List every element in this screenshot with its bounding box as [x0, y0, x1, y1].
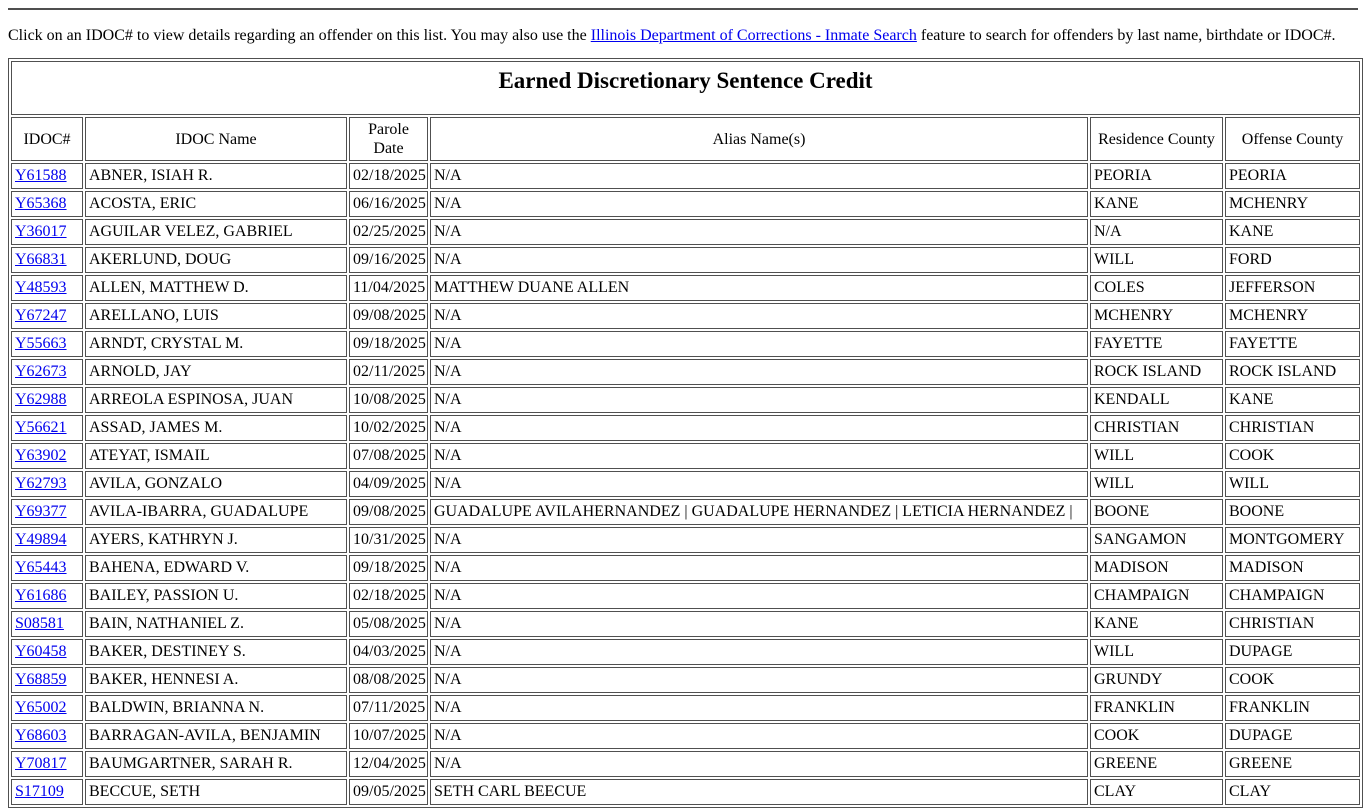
offense-county-cell: ROCK ISLAND — [1225, 359, 1360, 385]
idoc-link[interactable]: Y48593 — [15, 279, 67, 296]
offense-county-cell: COOK — [1225, 443, 1360, 469]
residence-county-cell: FRANKLIN — [1090, 695, 1223, 721]
idoc-name-cell: ARREOLA ESPINOSA, JUAN — [85, 387, 347, 413]
table-row — [11, 303, 1360, 329]
table-row — [11, 275, 1360, 301]
intro-paragraph — [8, 26, 1358, 45]
alias-cell: N/A — [430, 247, 1088, 273]
table-row — [11, 359, 1360, 385]
residence-county-cell: MADISON — [1090, 555, 1223, 581]
offense-county-cell: CLAY — [1225, 779, 1360, 805]
idoc-cell — [11, 359, 83, 385]
alias-cell: N/A — [430, 471, 1088, 497]
table-row — [11, 219, 1360, 245]
parole-date-cell: 02/25/2025 — [349, 219, 428, 245]
offense-county-cell: FORD — [1225, 247, 1360, 273]
idoc-name-cell: ALLEN, MATTHEW D. — [85, 275, 347, 301]
parole-date-cell: 07/11/2025 — [349, 695, 428, 721]
idoc-link[interactable]: Y62988 — [15, 391, 67, 408]
offense-county-cell: PEORIA — [1225, 163, 1360, 189]
offense-county-cell: FRANKLIN — [1225, 695, 1360, 721]
alias-cell: N/A — [430, 611, 1088, 637]
offense-county-cell: FAYETTE — [1225, 331, 1360, 357]
residence-county-cell: COLES — [1090, 275, 1223, 301]
idoc-cell — [11, 275, 83, 301]
offense-county-cell: COOK — [1225, 667, 1360, 693]
idoc-link[interactable]: Y68603 — [15, 727, 67, 744]
residence-county-cell: FAYETTE — [1090, 331, 1223, 357]
alias-cell: N/A — [430, 191, 1088, 217]
header-offense-county: Offense County — [1225, 117, 1360, 161]
offense-county-cell: BOONE — [1225, 499, 1360, 525]
alias-cell: N/A — [430, 219, 1088, 245]
intro-text-after: feature to search for offenders by last name, birthdate or IDOC#. — [916, 27, 1336, 44]
alias-cell: N/A — [430, 583, 1088, 609]
header-idoc: IDOC# — [11, 117, 83, 161]
table-row — [11, 499, 1360, 525]
idoc-cell — [11, 191, 83, 217]
idoc-name-cell: ASSAD, JAMES M. — [85, 415, 347, 441]
alias-cell: N/A — [430, 331, 1088, 357]
idoc-name-cell: BECCUE, SETH — [85, 779, 347, 805]
residence-county-cell: SANGAMON — [1090, 527, 1223, 553]
parole-date-cell: 06/16/2025 — [349, 191, 428, 217]
parole-date-cell: 12/04/2025 — [349, 751, 428, 777]
idoc-name-cell: AKERLUND, DOUG — [85, 247, 347, 273]
table-row — [11, 415, 1360, 441]
offense-county-cell: MONTGOMERY — [1225, 527, 1360, 553]
header-row — [11, 117, 1360, 161]
table-row — [11, 191, 1360, 217]
idoc-cell — [11, 723, 83, 749]
idoc-link[interactable]: Y61686 — [15, 587, 67, 604]
title-row — [11, 61, 1360, 115]
idoc-name-cell: ARELLANO, LUIS — [85, 303, 347, 329]
idoc-name-cell: ARNDT, CRYSTAL M. — [85, 331, 347, 357]
idoc-link[interactable]: Y68859 — [15, 671, 67, 688]
parole-date-cell: 09/18/2025 — [349, 555, 428, 581]
idoc-name-cell: ABNER, ISIAH R. — [85, 163, 347, 189]
idoc-link[interactable]: Y65002 — [15, 699, 67, 716]
top-divider — [8, 8, 1358, 10]
idoc-cell — [11, 387, 83, 413]
parole-date-cell: 09/08/2025 — [349, 499, 428, 525]
table-row — [11, 639, 1360, 665]
header-residence-county: Residence County — [1090, 117, 1223, 161]
table-row — [11, 751, 1360, 777]
idoc-link[interactable]: Y62673 — [15, 363, 67, 380]
residence-county-cell: WILL — [1090, 471, 1223, 497]
idoc-link[interactable]: Y55663 — [15, 335, 67, 352]
header-parole-date: Parole Date — [349, 117, 428, 161]
table-row — [11, 779, 1360, 805]
idoc-cell — [11, 555, 83, 581]
residence-county-cell: CHRISTIAN — [1090, 415, 1223, 441]
header-idoc-name: IDOC Name — [85, 117, 347, 161]
idoc-name-cell: BAKER, HENNESI A. — [85, 667, 347, 693]
alias-cell: N/A — [430, 751, 1088, 777]
idoc-cell — [11, 471, 83, 497]
residence-county-cell: WILL — [1090, 247, 1223, 273]
parole-date-cell: 04/09/2025 — [349, 471, 428, 497]
table-row — [11, 583, 1360, 609]
offenders-table — [8, 58, 1363, 808]
parole-date-cell: 10/02/2025 — [349, 415, 428, 441]
table-row — [11, 471, 1360, 497]
idoc-name-cell: BALDWIN, BRIANNA N. — [85, 695, 347, 721]
parole-date-cell: 09/18/2025 — [349, 331, 428, 357]
idoc-name-cell: ATEYAT, ISMAIL — [85, 443, 347, 469]
parole-date-cell: 09/16/2025 — [349, 247, 428, 273]
residence-county-cell: KANE — [1090, 611, 1223, 637]
offense-county-cell: KANE — [1225, 387, 1360, 413]
idoc-link[interactable]: Y56621 — [15, 419, 67, 436]
alias-cell: N/A — [430, 667, 1088, 693]
table-row — [11, 387, 1360, 413]
alias-cell: N/A — [430, 443, 1088, 469]
idoc-link[interactable]: Y65368 — [15, 195, 67, 212]
idoc-cell — [11, 639, 83, 665]
offense-county-cell: WILL — [1225, 471, 1360, 497]
parole-date-cell: 11/04/2025 — [349, 275, 428, 301]
alias-cell: N/A — [430, 359, 1088, 385]
idoc-name-cell: ARNOLD, JAY — [85, 359, 347, 385]
idoc-link[interactable]: Y63902 — [15, 447, 67, 464]
alias-cell: SETH CARL BEECUE — [430, 779, 1088, 805]
parole-date-cell: 07/08/2025 — [349, 443, 428, 469]
parole-date-cell: 05/08/2025 — [349, 611, 428, 637]
residence-county-cell: KANE — [1090, 191, 1223, 217]
table-row — [11, 163, 1360, 189]
idoc-name-cell: BARRAGAN-AVILA, BENJAMIN — [85, 723, 347, 749]
table-row — [11, 247, 1360, 273]
alias-cell: N/A — [430, 387, 1088, 413]
residence-county-cell: MCHENRY — [1090, 303, 1223, 329]
idoc-name-cell: AGUILAR VELEZ, GABRIEL — [85, 219, 347, 245]
header-alias-names: Alias Name(s) — [430, 117, 1088, 161]
idoc-cell — [11, 219, 83, 245]
residence-county-cell: GREENE — [1090, 751, 1223, 777]
residence-county-cell: CLAY — [1090, 779, 1223, 805]
residence-county-cell: PEORIA — [1090, 163, 1223, 189]
residence-county-cell: N/A — [1090, 219, 1223, 245]
parole-date-cell: 09/08/2025 — [349, 303, 428, 329]
idoc-name-cell: ACOSTA, ERIC — [85, 191, 347, 217]
table-row — [11, 611, 1360, 637]
parole-date-cell: 02/18/2025 — [349, 163, 428, 189]
alias-cell: N/A — [430, 695, 1088, 721]
idoc-link[interactable]: Y70817 — [15, 755, 67, 772]
idoc-cell — [11, 331, 83, 357]
idoc-name-cell: BAHENA, EDWARD V. — [85, 555, 347, 581]
intro-text-before: Click on an IDOC# to view details regarding an offender on this list. You may also use the — [8, 27, 591, 44]
idoc-link[interactable]: S08581 — [15, 615, 64, 632]
idoc-link[interactable]: Y61588 — [15, 167, 67, 184]
idoc-cell — [11, 415, 83, 441]
idoc-cell — [11, 751, 83, 777]
idoc-link[interactable]: Y62793 — [15, 475, 67, 492]
idoc-cell — [11, 527, 83, 553]
title-cell — [11, 61, 1360, 115]
residence-county-cell: WILL — [1090, 443, 1223, 469]
idoc-link[interactable]: Y67247 — [15, 307, 67, 324]
offense-county-cell: JEFFERSON — [1225, 275, 1360, 301]
offense-county-cell: CHRISTIAN — [1225, 611, 1360, 637]
parole-date-cell: 02/18/2025 — [349, 583, 428, 609]
offense-county-cell: MCHENRY — [1225, 303, 1360, 329]
idoc-link[interactable]: Y36017 — [15, 223, 67, 240]
parole-date-cell: 10/31/2025 — [349, 527, 428, 553]
offender-table-body — [11, 163, 1360, 805]
idoc-cell — [11, 443, 83, 469]
residence-county-cell: COOK — [1090, 723, 1223, 749]
idoc-cell — [11, 779, 83, 805]
parole-date-cell: 10/07/2025 — [349, 723, 428, 749]
parole-date-cell: 10/08/2025 — [349, 387, 428, 413]
table-row — [11, 667, 1360, 693]
idoc-link[interactable]: Y49894 — [15, 531, 67, 548]
parole-date-cell: 04/03/2025 — [349, 639, 428, 665]
idoc-name-cell: AVILA-IBARRA, GUADALUPE — [85, 499, 347, 525]
offense-county-cell: CHRISTIAN — [1225, 415, 1360, 441]
residence-county-cell: WILL — [1090, 639, 1223, 665]
idoc-name-cell: AYERS, KATHRYN J. — [85, 527, 347, 553]
idoc-cell — [11, 695, 83, 721]
residence-county-cell: KENDALL — [1090, 387, 1223, 413]
idoc-cell — [11, 667, 83, 693]
residence-county-cell: BOONE — [1090, 499, 1223, 525]
offense-county-cell: DUPAGE — [1225, 639, 1360, 665]
idoc-link[interactable]: Y60458 — [15, 643, 67, 660]
alias-cell: N/A — [430, 163, 1088, 189]
offense-county-cell: CHAMPAIGN — [1225, 583, 1360, 609]
inmate-search-link[interactable]: Illinois Department of Corrections - Inmate Search — [590, 27, 917, 44]
table-row — [11, 555, 1360, 581]
parole-date-cell: 09/05/2025 — [349, 779, 428, 805]
offense-county-cell: DUPAGE — [1225, 723, 1360, 749]
idoc-name-cell: BAIN, NATHANIEL Z. — [85, 611, 347, 637]
idoc-cell — [11, 303, 83, 329]
offense-county-cell: GREENE — [1225, 751, 1360, 777]
idoc-link[interactable]: S17109 — [15, 783, 64, 800]
idoc-name-cell: BAUMGARTNER, SARAH R. — [85, 751, 347, 777]
table-row — [11, 695, 1360, 721]
parole-date-cell: 08/08/2025 — [349, 667, 428, 693]
idoc-name-cell: AVILA, GONZALO — [85, 471, 347, 497]
alias-cell: N/A — [430, 415, 1088, 441]
idoc-link[interactable]: Y66831 — [15, 251, 67, 268]
residence-county-cell: GRUNDY — [1090, 667, 1223, 693]
idoc-link[interactable]: Y69377 — [15, 503, 67, 520]
idoc-cell — [11, 163, 83, 189]
offense-county-cell: MADISON — [1225, 555, 1360, 581]
table-row — [11, 723, 1360, 749]
alias-cell: GUADALUPE AVILAHERNANDEZ | GUADALUPE HERNANDEZ | LETICIA HERNANDEZ | — [430, 499, 1088, 525]
offense-county-cell: KANE — [1225, 219, 1360, 245]
residence-county-cell: ROCK ISLAND — [1090, 359, 1223, 385]
offense-county-cell: MCHENRY — [1225, 191, 1360, 217]
idoc-cell — [11, 499, 83, 525]
table-row — [11, 527, 1360, 553]
alias-cell: N/A — [430, 555, 1088, 581]
idoc-name-cell: BAKER, DESTINEY S. — [85, 639, 347, 665]
alias-cell: N/A — [430, 723, 1088, 749]
idoc-cell — [11, 583, 83, 609]
parole-date-cell: 02/11/2025 — [349, 359, 428, 385]
idoc-cell — [11, 611, 83, 637]
alias-cell: MATTHEW DUANE ALLEN — [430, 275, 1088, 301]
table-row — [11, 443, 1360, 469]
idoc-link[interactable]: Y65443 — [15, 559, 67, 576]
page-title: Earned Discretionary Sentence Credit — [498, 68, 873, 93]
residence-county-cell: CHAMPAIGN — [1090, 583, 1223, 609]
table-row — [11, 331, 1360, 357]
idoc-name-cell: BAILEY, PASSION U. — [85, 583, 347, 609]
idoc-cell — [11, 247, 83, 273]
alias-cell: N/A — [430, 303, 1088, 329]
alias-cell: N/A — [430, 639, 1088, 665]
alias-cell: N/A — [430, 527, 1088, 553]
